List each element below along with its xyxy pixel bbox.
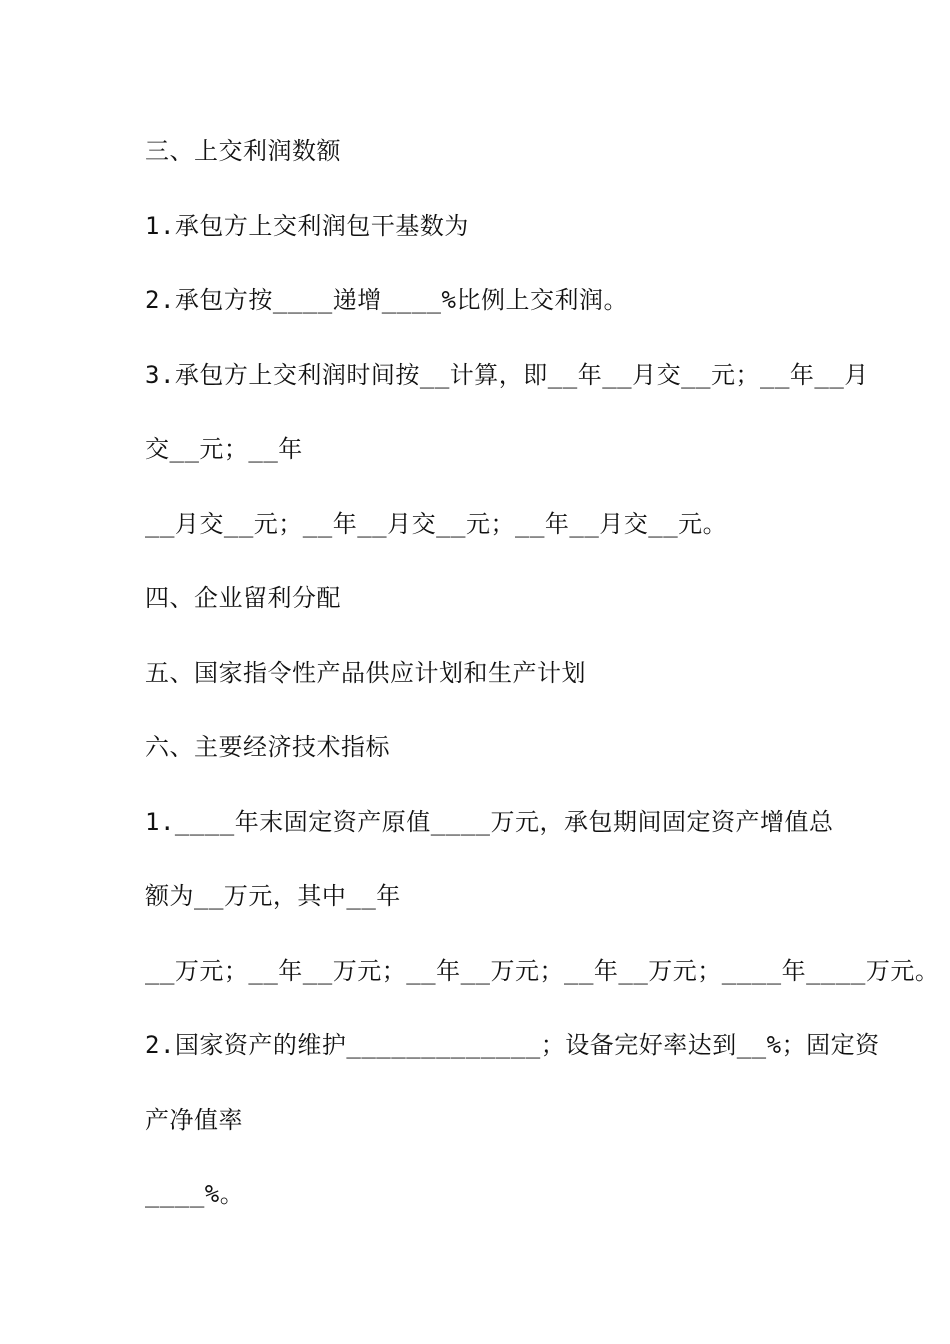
item-3-1: 1.承包方上交利润包干基数为	[145, 212, 469, 240]
section-6-heading: 六、主要经济技术指标	[145, 733, 390, 761]
item-3-3: 3.承包方上交利润时间按__计算，即__年__月交__元；__年__月	[145, 361, 869, 389]
item-6-1: 1.____年末固定资产原值____万元，承包期间固定资产增值总	[145, 808, 834, 836]
item-3-3-cont-1: 交__元；__年	[145, 435, 303, 463]
item-6-1-cont-2: __万元；__年__万元；__年__万元；__年__万元；____年____万元。	[145, 957, 940, 985]
section-3-heading: 三、上交利润数额	[145, 137, 341, 165]
item-6-2: 2.国家资产的维护_____________；设备完好率达到__%；固定资	[145, 1031, 880, 1059]
item-6-2-cont-2: ____%。	[145, 1180, 245, 1208]
section-4-heading: 四、企业留利分配	[145, 584, 341, 612]
item-3-3-cont-2: __月交__元；__年__月交__元；__年__月交__元。	[145, 510, 728, 538]
section-5-heading: 五、国家指令性产品供应计划和生产计划	[145, 659, 586, 687]
item-6-1-cont-1: 额为__万元，其中__年	[145, 882, 401, 910]
item-3-2: 2.承包方按____递增____%比例上交利润。	[145, 286, 628, 314]
item-6-2-cont-1: 产净值率	[145, 1106, 243, 1134]
